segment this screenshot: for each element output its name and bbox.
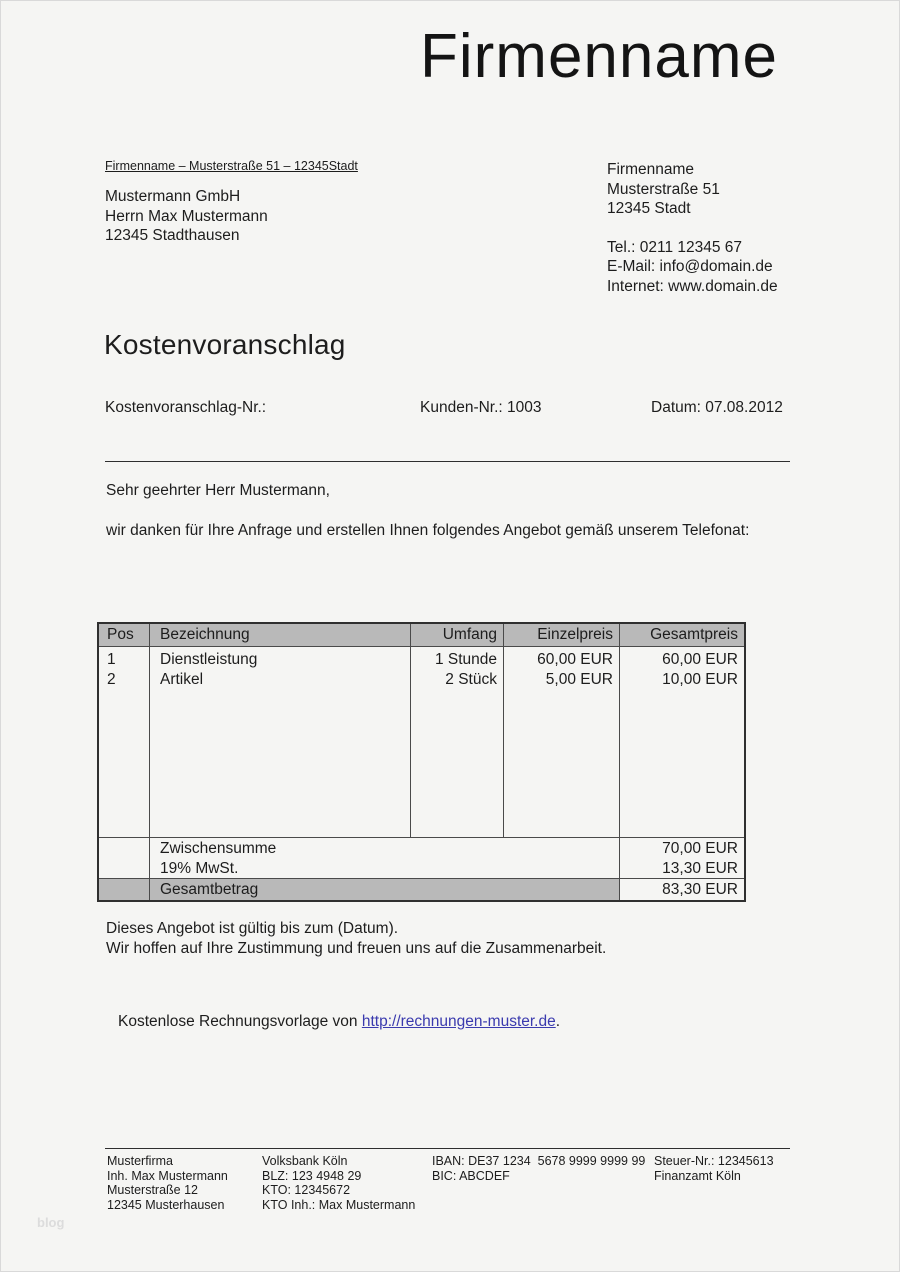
subtotal-value: 70,00 EUR bbox=[662, 840, 738, 857]
footer-line: Steuer-Nr.: 12345613 bbox=[654, 1154, 774, 1168]
footer-bank-column bbox=[262, 1154, 415, 1212]
customer-number-label: Kunden-Nr.: 1003 bbox=[420, 399, 542, 416]
footer-line: Volksbank Köln bbox=[262, 1154, 348, 1168]
recipient-line: Mustermann GmbH bbox=[105, 188, 241, 205]
footer-line: Musterfirma bbox=[107, 1154, 173, 1168]
credit-prefix: Kostenlose Rechnungsvorlage von bbox=[118, 1013, 362, 1030]
item-qty: 2 Stück bbox=[445, 670, 497, 688]
estimate-number-label: Kostenvoranschlag-Nr.: bbox=[105, 399, 267, 416]
credit-suffix: . bbox=[555, 1013, 561, 1030]
company-address-line: Firmenname bbox=[607, 161, 694, 178]
item-unit-price: 5,00 EUR bbox=[545, 670, 613, 688]
umfang-column bbox=[410, 647, 503, 837]
header-bezeichnung: Bezeichnung bbox=[149, 624, 410, 646]
date-label: Datum: 07.08.2012 bbox=[651, 399, 783, 416]
vat-label: 19% MwSt. bbox=[160, 859, 239, 877]
item-pos: 1 bbox=[107, 651, 116, 668]
spacer bbox=[607, 219, 778, 238]
footer-divider-line bbox=[105, 1148, 790, 1149]
subtotal-band bbox=[99, 837, 744, 878]
footer-line: Inh. Max Mustermann bbox=[107, 1168, 228, 1183]
bezeichnung-column bbox=[149, 647, 410, 837]
footer-line: BLZ: 123 4948 29 bbox=[262, 1168, 362, 1183]
sender-return-address: Firmenname – Musterstraße 51 – 12345Stadt bbox=[105, 159, 358, 173]
item-total: 10,00 EUR bbox=[662, 670, 738, 688]
company-logo-title: Firmenname bbox=[420, 22, 778, 91]
pos-column bbox=[99, 647, 149, 837]
footer-tax-column bbox=[654, 1154, 774, 1183]
subtotal-labels bbox=[149, 838, 619, 878]
grand-total-value: 83,30 EUR bbox=[619, 879, 744, 900]
header-einzelpreis: Einzelpreis bbox=[503, 624, 619, 646]
recipient-line: Herrn Max Mustermann bbox=[105, 207, 268, 225]
intro-paragraph: wir danken für Ihre Anfrage und erstellen Ihnen folgendes Angebot gemäß unserem Telefonat: bbox=[106, 522, 750, 539]
header-umfang: Umfang bbox=[410, 624, 503, 646]
footer-iban-column bbox=[432, 1154, 645, 1183]
salutation: Sehr geehrter Herr Mustermann, bbox=[106, 482, 330, 499]
footer-line: BIC: ABCDEF bbox=[432, 1168, 510, 1183]
company-phone: Tel.: 0211 12345 67 bbox=[607, 238, 743, 256]
company-address-line: 12345 Stadt bbox=[607, 200, 691, 217]
footer-line: 12345 Musterhausen bbox=[107, 1197, 225, 1212]
grand-total-pos-cell bbox=[99, 879, 149, 900]
recipient-line: 12345 Stadthausen bbox=[105, 227, 240, 244]
item-pos: 2 bbox=[107, 670, 116, 688]
closing-line: Wir hoffen auf Ihre Zustimmung und freuen uns auf die Zusammenarbeit. bbox=[106, 939, 607, 957]
closing-line: Dieses Angebot ist gültig bis zum (Datum). bbox=[106, 920, 399, 937]
items-table bbox=[97, 622, 746, 902]
item-total: 60,00 EUR bbox=[662, 651, 738, 668]
gesamtpreis-column bbox=[619, 647, 744, 837]
header-pos: Pos bbox=[99, 624, 149, 646]
einzelpreis-column bbox=[503, 647, 619, 837]
item-name: Dienstleistung bbox=[160, 651, 258, 668]
recipient-address-block bbox=[105, 187, 268, 246]
template-source-link[interactable]: http://rechnungen-muster.de bbox=[361, 1013, 556, 1030]
blog-watermark: blog bbox=[37, 1215, 65, 1230]
vat-value: 13,30 EUR bbox=[662, 859, 738, 877]
company-address-line: Musterstraße 51 bbox=[607, 180, 720, 198]
footer-line: Finanzamt Köln bbox=[654, 1168, 741, 1183]
footer-line: IBAN: DE37 1234 5678 9999 9999 99 bbox=[432, 1154, 646, 1168]
document-title: Kostenvoranschlag bbox=[104, 329, 346, 360]
items-table-body bbox=[99, 646, 744, 837]
item-qty: 1 Stunde bbox=[434, 651, 497, 668]
grand-total-row bbox=[99, 878, 744, 900]
subtotal-amounts bbox=[619, 838, 744, 878]
footer-line: Musterstraße 12 bbox=[107, 1183, 199, 1197]
item-name: Artikel bbox=[160, 670, 204, 688]
company-contact-block bbox=[607, 160, 778, 296]
company-website: Internet: www.domain.de bbox=[607, 277, 778, 295]
items-table-header-row bbox=[99, 624, 744, 646]
subtotal-label: Zwischensumme bbox=[160, 840, 277, 857]
company-email: E-Mail: info@domain.de bbox=[607, 258, 773, 275]
closing-paragraph bbox=[106, 919, 606, 958]
item-unit-price: 60,00 EUR bbox=[537, 651, 613, 668]
template-credit-line bbox=[118, 1013, 560, 1031]
subtotal-pos-cell bbox=[99, 838, 149, 878]
footer-company-column bbox=[107, 1154, 228, 1212]
header-gesamtpreis: Gesamtpreis bbox=[619, 624, 744, 646]
header-divider-line bbox=[105, 461, 790, 462]
grand-total-label: Gesamtbetrag bbox=[149, 879, 619, 900]
footer-line: KTO Inh.: Max Mustermann bbox=[262, 1197, 416, 1212]
footer-line: KTO: 12345672 bbox=[262, 1183, 351, 1197]
